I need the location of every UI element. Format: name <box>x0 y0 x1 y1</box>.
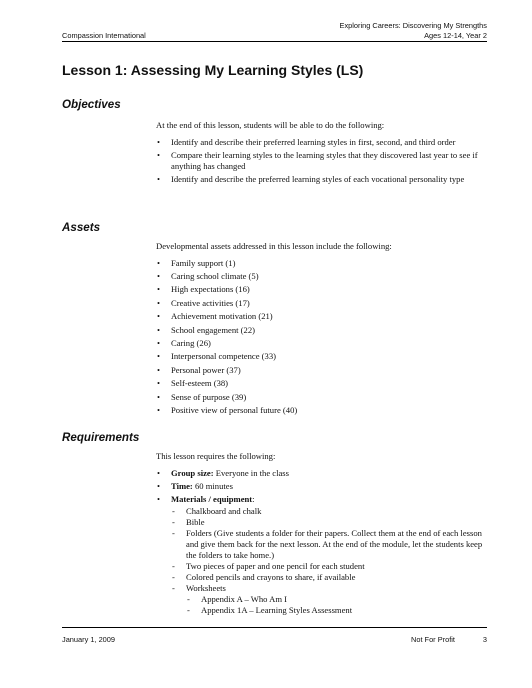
footer-date: January 1, 2009 <box>62 635 116 644</box>
list-item: • Positive view of personal future (40) <box>156 405 492 416</box>
group-size-item <box>156 468 492 479</box>
list-item: - Chalkboard and chalk <box>171 506 492 517</box>
materials-list <box>171 506 492 616</box>
list-item: - Bible <box>171 517 492 528</box>
worksheets-list <box>186 594 492 616</box>
worksheets-item <box>171 583 492 616</box>
list-item: - Appendix A – Who Am I <box>186 594 492 605</box>
time-item <box>156 481 492 492</box>
list-item: - Appendix 1A – Learning Styles Assessment <box>186 605 492 616</box>
list-item: • Identify and describe the preferred learning styles of each vocational personality type <box>156 174 492 185</box>
group-size-value: Everyone in the class <box>213 467 289 478</box>
lesson-title: Lesson 1: Assessing My Learning Styles (LS) <box>62 62 364 78</box>
requirements-intro: This lesson requires the following: <box>156 451 276 461</box>
header-course-title: Exploring Careers: Discovering My Strengths <box>339 21 487 30</box>
requirements-list <box>156 468 492 616</box>
requirements-section <box>156 451 492 619</box>
list-item: - Two pieces of paper and one pencil for each student <box>171 561 492 572</box>
assets-heading: Assets <box>62 221 101 234</box>
worksheets-label: Worksheets <box>186 583 226 594</box>
footer-rule <box>62 627 487 628</box>
materials-colon: : <box>252 494 255 505</box>
list-item: • Compare their learning styles to the learning styles that they discovered last year to see if anything has changed <box>156 150 492 171</box>
list-item: • Caring school climate (5) <box>156 271 492 282</box>
list-item: • Sense of purpose (39) <box>156 392 492 403</box>
time-value: 60 minutes <box>192 480 233 491</box>
list-item: - Folders (Give students a folder for their papers. Collect them at the end of each lesson and give them back for the next lesson. At the end of the module, let the students keep the folders to take home.) <box>171 528 492 560</box>
list-item: • Creative activities (17) <box>156 298 492 309</box>
materials-item <box>156 494 492 616</box>
requirements-heading: Requirements <box>62 431 140 444</box>
list-item: • Achievement motivation (21) <box>156 311 492 322</box>
list-item: • Self-esteem (38) <box>156 378 492 389</box>
objectives-heading: Objectives <box>62 98 121 111</box>
list-item: • School engagement (22) <box>156 325 492 336</box>
objectives-list <box>156 137 492 185</box>
footer-note: Not For Profit <box>411 635 455 644</box>
list-item: • Personal power (37) <box>156 365 492 376</box>
assets-section <box>156 241 492 418</box>
list-item: • High expectations (16) <box>156 284 492 295</box>
assets-list <box>156 258 492 416</box>
header-organization: Compassion International <box>62 31 146 40</box>
objectives-intro: At the end of this lesson, students will be able to do the following: <box>156 120 385 130</box>
header-rule <box>62 41 487 42</box>
list-item: - Colored pencils and crayons to share, if available <box>171 572 492 583</box>
header-course-info <box>340 21 487 41</box>
header-course-ages: Ages 12-14, Year 2 <box>424 31 487 40</box>
page-number: 3 <box>482 635 487 644</box>
objectives-section <box>156 120 492 187</box>
list-item: • Family support (1) <box>156 258 492 269</box>
list-item: • Identify and describe their preferred learning styles in first, second, and third order <box>156 137 492 148</box>
assets-intro: Developmental assets addressed in this lesson include the following: <box>156 241 392 251</box>
materials-label: Materials / equipment <box>171 494 253 505</box>
time-label: Time: <box>171 480 193 491</box>
group-size-label: Group size: <box>171 467 214 478</box>
list-item: • Interpersonal competence (33) <box>156 351 492 362</box>
list-item: • Caring (26) <box>156 338 492 349</box>
